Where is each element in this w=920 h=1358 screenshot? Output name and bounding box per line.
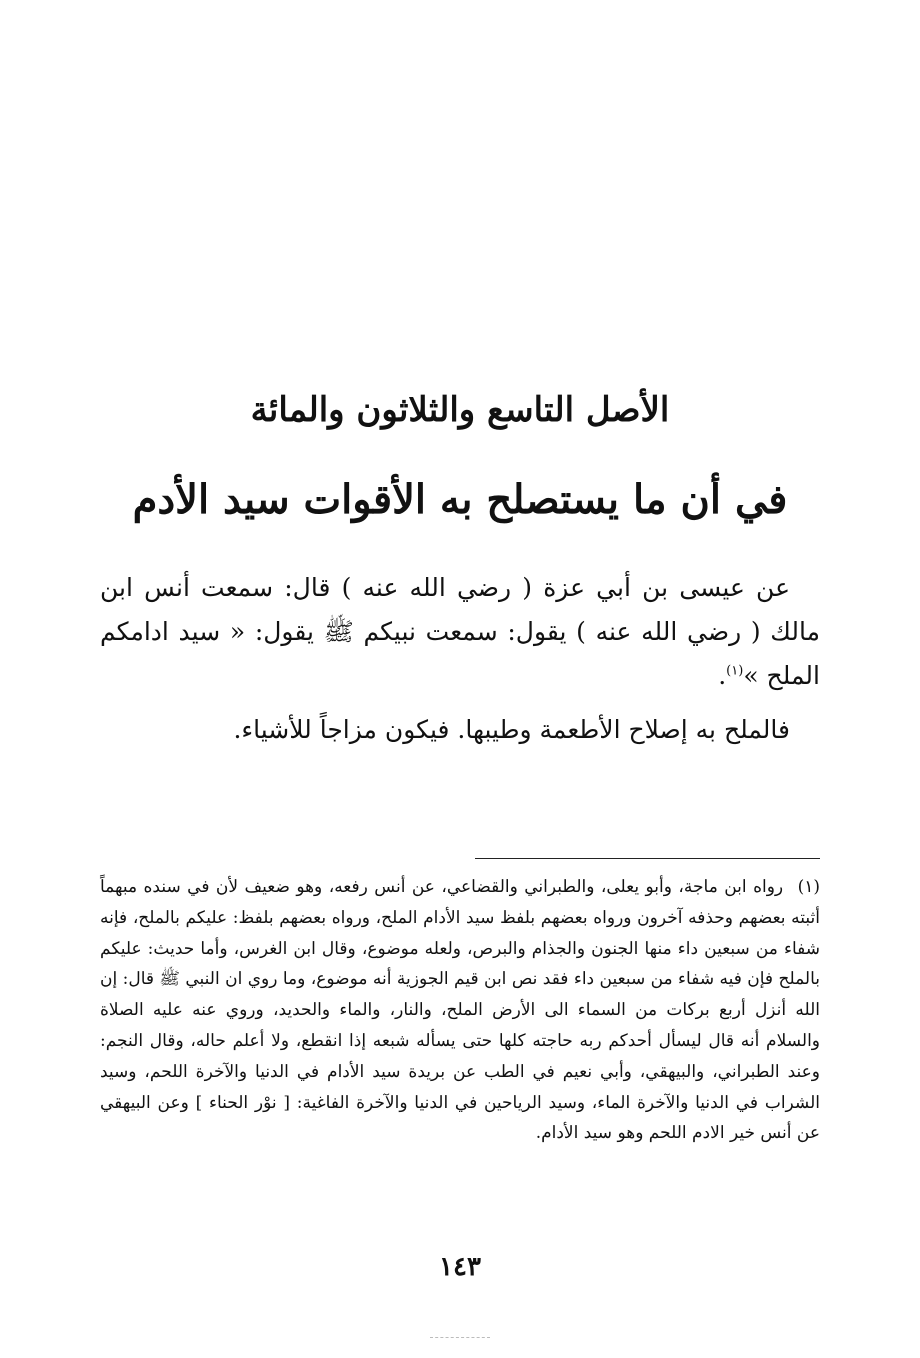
page-number: ١٤٣: [439, 1252, 481, 1282]
footnote-text: رواه ابن ماجة، وأبو يعلى، والطبراني والقضاعي، عن أنس رفعه، وهو ضعيف لأن في سنده مبهماً أثبته بعضهم وحذفه آخرون ورواه بعضهم بلفظ سيد الأدام الملح، ورواه بعضهم بلفظ: عليكم بالملح، فإنه شفاء من سبعين داء منها الجنون والجذام والبرص، ولعله موضوع، وقال ابن الغرس، وأما حديث: عليكم بالملح فإن فيه شفاء من سبعين داء فقد نص ابن قيم الجوزية أنه موضوع، وما روي ان النبي ﷺ قال: إن الله أنزل أربع بركات من السماء الى الأرض الملح، والنار، والماء والحديد، وروي عنه عليه الصلاة والسلام أنه قال ليسأل أحدكم ربه حاجته كلها حتى يسأله شبعه إذا انقطع، ولا أعلم حاله، وقال النجم: وعند الطبراني، والبيهقي، وأبي نعيم في الطب عن بريدة سيد الأدام في الدنيا والآخرة اللحم، وسيد الشراب في الدنيا والآخرة الماء، وسيد الرياحين في الدنيا والآخرة الفاغية: [ نوْر الحناء ] وعن البيهقي عن أنس خير الادم اللحم وهو سيد الأدام.: [100, 877, 820, 1144]
scan-artifact: [430, 1337, 490, 1338]
paragraph-end-mark: .: [718, 661, 727, 690]
footnote-separator: [475, 858, 820, 859]
hadith-text: عن عيسى بن أبي عزة ( رضي الله عنه ) قال: سمعت أنس ابن مالك ( رضي الله عنه ) يقول: سمعت نبيكم ﷺ يقول: « سيد ادامكم الملح »: [100, 573, 820, 690]
chapter-number-heading: الأصل التاسع والثلاثون والمائة: [250, 390, 670, 430]
commentary-paragraph: فالملح به إصلاح الأطعمة وطيبها. فيكون مزاجاً للأشياء.: [233, 715, 790, 744]
hadith-paragraph: [100, 566, 820, 698]
footnote-marker: (١): [797, 877, 821, 897]
footnote-reference: (١): [726, 663, 744, 679]
footnote: [100, 872, 820, 1149]
chapter-title-heading: في أن ما يستصلح به الأقوات سيد الأدم: [132, 476, 788, 523]
